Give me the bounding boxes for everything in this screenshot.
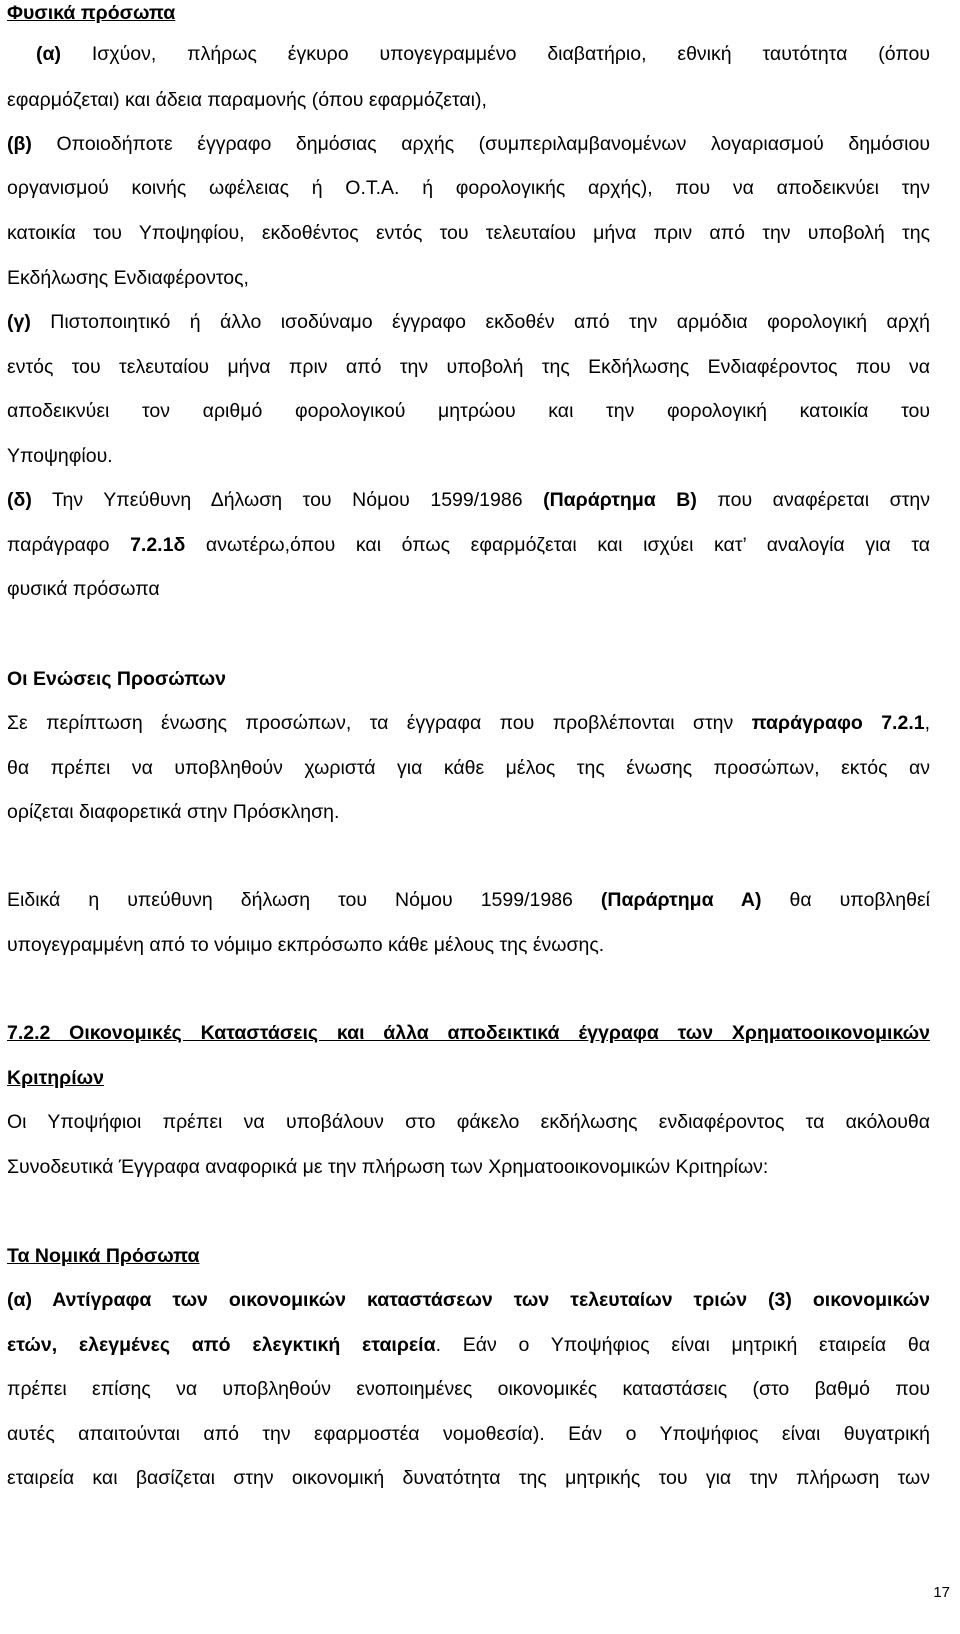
legal-a-line-4: αυτές απαιτούνται από την εφαρμοστέα νομοθεσία). Εάν ο Υποψήφιος είναι θυγατρική	[7, 1423, 930, 1445]
item-d-text-1b: που αναφέρεται στην	[717, 489, 930, 511]
unions-p1-text-1a: Σε περίπτωση ένωσης προσώπων, τα έγγραφα που προβλέπονται στην	[7, 712, 734, 734]
section-heading-financial-2: Κριτηρίων	[7, 1067, 104, 1089]
legal-a-line-3: πρέπει επίσης να υποβληθούν ενοποιημένες οικονομικές καταστάσεις (στο βαθμό που	[7, 1378, 930, 1400]
item-a-label: (α)	[36, 43, 61, 65]
item-a-line-2: εφαρμόζεται) και άδεια παραμονής (όπου εφαρμόζεται),	[7, 89, 487, 111]
item-b-text-1: Οποιοδήποτε έγγραφο δημόσιας αρχής (συμπεριλαμβανομένων λογαριασμού δημόσιου	[56, 133, 930, 155]
unions-p2-text-1b: θα υποβληθεί	[789, 889, 931, 911]
unions-p2-line-2: υπογεγραμμένη από το νόμιμο εκπρόσωπο κάθε μέλους της ένωσης.	[7, 934, 605, 956]
item-c-label: (γ)	[7, 311, 31, 333]
unions-p1-line-1	[7, 710, 930, 736]
unions-p1-paragraph-ref: παράγραφο 7.2.1	[751, 712, 925, 734]
item-d-line-3: φυσικά πρόσωπα	[7, 578, 160, 600]
item-d-text-1a: Την Υπεύθυνη Δήλωση του Νόμου 1599/1986	[52, 489, 523, 511]
unions-p1-line-2: θα πρέπει να υποβληθούν χωριστά για κάθε μέλος της ένωσης προσώπων, εκτός αν	[7, 757, 930, 779]
legal-a-line-5: εταιρεία και βασίζεται στην οικονομική δυνατότητα της μητρικής του για την πλήρωση των	[7, 1467, 930, 1489]
legal-a-bold-phrase: ετών, ελεγμένες από ελεγκτική εταιρεία	[7, 1334, 436, 1356]
section-heading-unions: Οι Ενώσεις Προσώπων	[7, 668, 226, 690]
item-b-line-2: οργανισμού κοινής ωφέλειας ή Ο.Τ.Α. ή φορολογικής αρχής), που να αποδεικνύει την	[7, 177, 930, 199]
item-d-line-2	[7, 532, 930, 558]
item-b-line-1	[7, 131, 930, 157]
item-c-line-2: εντός του τελευταίου μήνα πριν από την υποβολή της Εκδήλωσης Ενδιαφέροντος που να	[7, 356, 930, 378]
financial-p-line-2: Συνοδευτικά Έγγραφα αναφορικά με την πλήρωση των Χρηματοοικονομικών Κριτηρίων:	[7, 1156, 769, 1178]
page-number: 17	[933, 1584, 950, 1601]
legal-a-line-2	[7, 1332, 930, 1358]
item-c-text-1: Πιστοποιητικό ή άλλο ισοδύναμο έγγραφο εκδοθέν από την αρμόδια φορολογική αρχή	[50, 311, 930, 333]
item-c-line-4: Υποψηφίου.	[7, 445, 113, 467]
unions-p2-text-1a: Ειδικά η υπεύθυνη δήλωση του Νόμου 1599/1986	[7, 889, 573, 911]
item-c-line-3: αποδεικνύει τον αριθμό φορολογικού μητρώου και την φορολογική κατοικία του	[7, 400, 930, 422]
item-d-line-1	[7, 487, 930, 513]
unions-p1-line-3: ορίζεται διαφορετικά στην Πρόσκληση.	[7, 801, 340, 823]
unions-p1-text-1b: ,	[924, 712, 931, 734]
item-d-text-2a: παράγραφο	[7, 534, 110, 556]
unions-p2-annex-ref: (Παράρτημα Α)	[600, 889, 762, 911]
item-c-line-1	[7, 309, 930, 335]
section-heading-individuals: Φυσικά πρόσωπα	[7, 2, 176, 24]
item-d-paragraph-ref: 7.2.1δ	[130, 534, 186, 556]
legal-a-line-1: (α) Αντίγραφα των οικονομικών καταστάσεων των τελευταίων τριών (3) οικονομικών	[7, 1289, 930, 1311]
item-b-line-4: Εκδήλωσης Ενδιαφέροντος,	[7, 267, 249, 289]
financial-p-line-1: Οι Υποψήφιοι πρέπει να υποβάλουν στο φάκελο εκδήλωσης ενδιαφέροντος τα ακόλουθα	[7, 1111, 930, 1133]
item-d-annex-ref: (Παράρτημα Β)	[543, 489, 697, 511]
item-a-text-1: Ισχύον, πλήρως έγκυρο υπογεγραμμένο διαβατήριο, εθνική ταυτότητα (όπου	[91, 43, 931, 65]
item-d-text-2b: ανωτέρω,όπου και όπως εφαρμόζεται και ισχύει κατ’ αναλογία για τα	[205, 534, 931, 556]
legal-a-text-2: . Εάν ο Υποψήφιος είναι μητρική εταιρεία θα	[435, 1334, 931, 1356]
item-b-line-3: κατοικία του Υποψηφίου, εκδοθέντος εντός του τελευταίου μήνα πριν από την υποβολή της	[7, 222, 930, 244]
item-d-label: (δ)	[7, 489, 32, 511]
section-heading-legal-entities: Τα Νομικά Πρόσωπα	[7, 1245, 200, 1267]
item-b-label: (β)	[7, 133, 32, 155]
item-a-line-1	[36, 41, 930, 67]
unions-p2-line-1	[7, 887, 930, 913]
section-heading-financial-1: 7.2.2 Οικονομικές Καταστάσεις και άλλα αποδεικτικά έγγραφα των Χρηματοοικονομικών	[7, 1022, 930, 1044]
